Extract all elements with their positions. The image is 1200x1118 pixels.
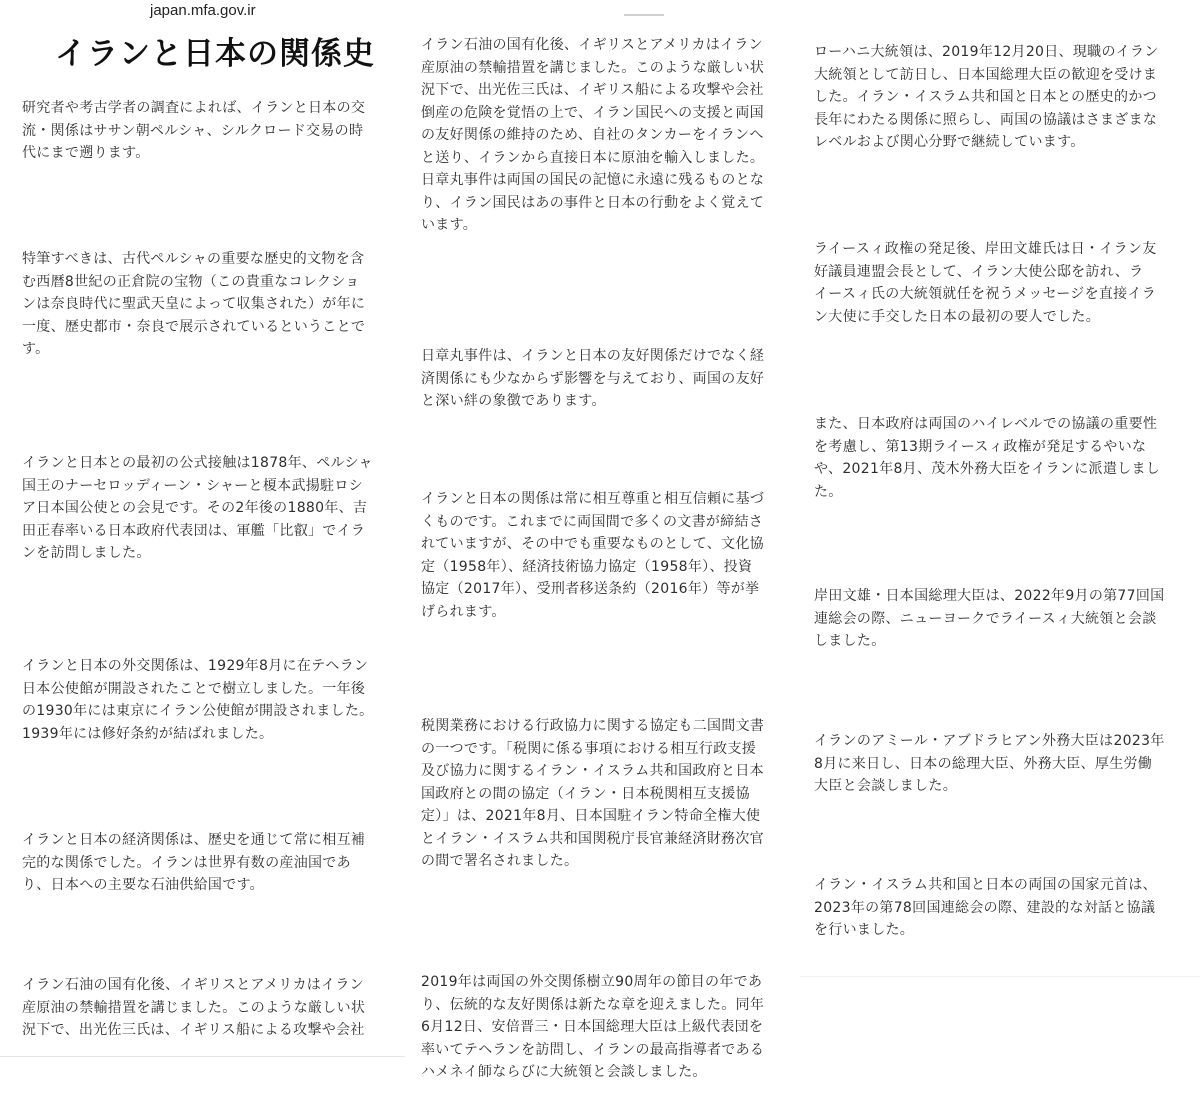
paragraph: イランのアミール・アブドラヒアン外務大臣は2023年 8月に来日し、日本の総理大臣、外務大臣、厚生労働 大臣と会談しました。 bbox=[814, 733, 1165, 794]
source-url: japan.mfa.gov.ir bbox=[150, 2, 256, 19]
strip-bottom-edge bbox=[800, 976, 1200, 977]
paragraph: 税関業務における行政協力に関する協定も二国間文書 の一つです。「税関に係る事項における相互行政支援 及び協力に関するイラン・イスラム共和国政府と日本 国政府との間の協定（イラン・日本税関相互支援協 定）」は、2021年8月、日本国駐イラン特命全権大使 とイラン・イスラム共和国関税庁長官兼経済財務次官 の間で署名されました。 bbox=[421, 718, 765, 869]
paragraph: イラン石油の国有化後、イギリスとアメリカはイラン 産原油の禁輸措置を講じました。このような厳しい状 況下で、出光佐三氏は、イギリス船による攻撃や会社 bbox=[22, 977, 366, 1038]
paragraph: 研究者や考古学者の調査によれば、イランと日本の交 流・関係はササン朝ペルシャ、シルクロード交易の時 代にまで遡ります。 bbox=[22, 100, 366, 161]
paragraph: 2019年は両国の外交関係樹立90周年の節目の年であ り、伝統的な友好関係は新たな章を迎えました。同年 6月12日、安倍晋三・日本国総理大臣は上級代表団を 率いてテヘランを訪問し、イランの最高指導者である ハメネイ師ならびに大統領と会談しました。 bbox=[421, 974, 765, 1080]
paragraph: イランと日本の関係は常に相互尊重と相互信頼に基づ くものです。これまでに両国間で多くの文書が締結さ れていますが、その中でも重要なものとして、文化協 定（1958年）、経済技術協力協定（1958年）、投資 協定（2017年）、受刑者移送条約（2016年）等が挙 げられます。 bbox=[421, 491, 765, 620]
paragraph: イランと日本との最初の公式接触は1878年、ペルシャ 国王のナーセロッディーン・シャーと榎本武揚駐ロシ ア日本国公使との会見です。その2年後の1880年、吉 田正春率いる日本政府代表団は、軍艦「比叡」でイラ ンを訪問しました。 bbox=[22, 455, 373, 561]
column-1 bbox=[0, 0, 405, 1118]
paragraph: 日章丸事件は、イランと日本の友好関係だけでなく経 済関係にも少なからず影響を与えており、両国の友好 と深い絆の象徴であります。 bbox=[421, 348, 765, 409]
strip-bottom-edge bbox=[0, 1056, 405, 1057]
page-title: イランと日本の関係史 bbox=[55, 36, 375, 72]
paragraph: イラン石油の国有化後、イギリスとアメリカはイラン 産原油の禁輸措置を講じました。このような厳しい状 況下で、出光佐三氏は、イギリス船による攻撃や会社 倒産の危険を覚悟の上で、イラン国民への支援と両国 の友好関係の維持のため、自社のタンカーをイランへ と送り、イランから直接日本に原油を輸入しました。 日章丸事件は両国の国民の記憶に永遠に残るものとな り、イラン国民はあの事件と日本の行動をよく覚えて います。 bbox=[421, 37, 765, 233]
paragraph: また、日本政府は両国のハイレベルでの協議の重要性 を考慮し、第13期ライースィ政権が発足するやいな や、2021年8月、茂木外務大臣をイランに派遣しまし た。 bbox=[814, 416, 1161, 500]
paragraph: イラン・イスラム共和国と日本の両国の国家元首は、 2023年の第78回国連総会の際、建設的な対話と協議 を行いました。 bbox=[814, 877, 1157, 938]
paragraph: 特筆すべきは、古代ペルシャの重要な歴史的文物を含 む西暦8世紀の正倉院の宝物（この貴重なコレクショ ンは奈良時代に聖武天皇によって収集された）が年に 一度、歴史都市・奈良で展示されているということで す。 bbox=[22, 251, 366, 357]
column-3 bbox=[800, 0, 1200, 1118]
paragraph: イランと日本の外交関係は、1929年8月に在テヘラン 日本公使館が開設されたことで樹立しました。一年後 の1930年には東京にイラン公使館が開設されました。 1939年には修好条約が結ばれました。 bbox=[22, 658, 374, 742]
paragraph: ライースィ政権の発足後、岸田文雄氏は日・イラン友 好議員連盟会長として、イラン大使公邸を訪れ、ラ イースィ氏の大統領就任を祝うメッセージを直接イラ ン大使に手交した日本の最初の要人でした。 bbox=[814, 241, 1157, 325]
column-2 bbox=[409, 0, 796, 1118]
paragraph: イランと日本の経済関係は、歴史を通じて常に相互補 完的な関係でした。イランは世界有数の産油国であ り、日本への主要な石油供給国です。 bbox=[22, 832, 366, 893]
paragraph: 岸田文雄・日本国総理大臣は、2022年9月の第77回国 連総会の際、ニューヨークでライースィ大統領と会談 しました。 bbox=[814, 588, 1165, 649]
paragraph: ローハニ大統領は、2019年12月20日、現職のイラン 大統領として訪日し、日本国総理大臣の歓迎を受けま した。イラン・イスラム共和国と日本との歴史的かつ 長年にわたる関係に照らし、両国の協議はさまざまな レベルおよび関心分野で継続しています。 bbox=[814, 44, 1159, 150]
cropped-header-fragment bbox=[624, 14, 664, 16]
